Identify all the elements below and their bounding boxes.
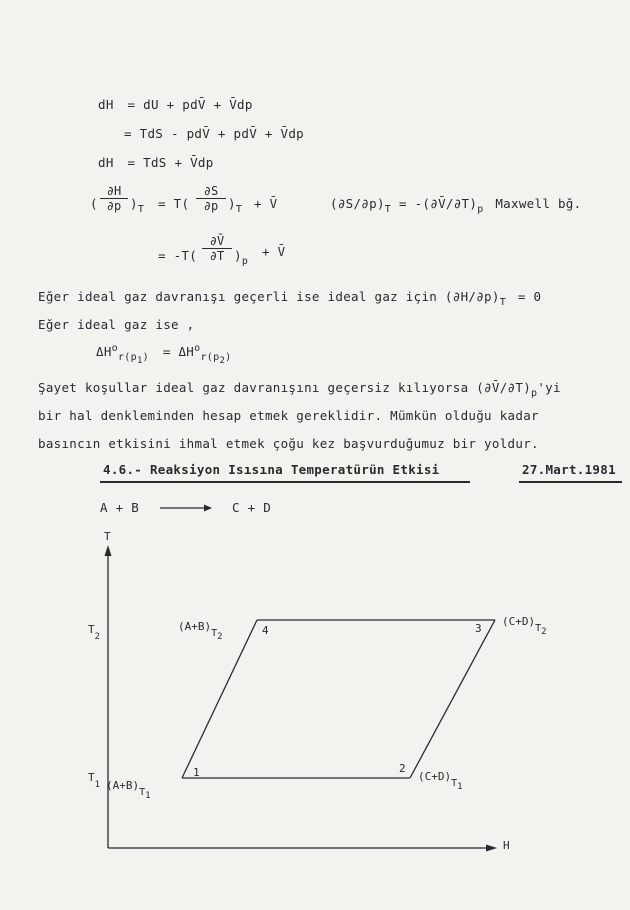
eq5-eq: = -T( — [158, 248, 198, 263]
edge-2-3 — [410, 620, 495, 778]
eq4-tail: + V̄ — [254, 196, 278, 211]
reactants-t2-label: $(A+B)T_2$ — [178, 620, 223, 642]
section-title: 4.6.- Reaksiyon Isısına Temperatürün Etkisi — [103, 462, 440, 477]
paragraph-if-ideal-gas: Eğer ideal gaz ise , — [38, 317, 195, 332]
eq1-rhs: = dU + pdV̄ + V̄dp — [127, 97, 253, 112]
y-axis-arrow-icon — [105, 545, 112, 556]
eq1-lhs: dH — [98, 97, 114, 112]
reaction-reactants: A + B — [100, 500, 140, 515]
eq3-lhs: dH — [98, 155, 114, 170]
paragraph-non-ideal-line-3: basıncın etkisini ihmal etmek çoğu kez başvurduğumuz bir yoldur. — [38, 436, 539, 451]
document-page: dH = dU + pdV̄ + V̄dp = TdS - pdV̄ + pdV̄ + V̄dp dH = TdS + V̄dp ( $\frac{\partial H}{\partial p}$ )$_T$ = T( $\frac{\partial S}{\partial p}$ )$_T$ + V̄ $(\partial S/\partial p)_T$ = $-(\partial V̄/\partial T)_p$ Maxwell bğ. = -T( $\frac{\partial V̄}{\partial T}$ )$_p$ + V̄ Eğer ideal gaz davranışı geçerli ise ideal gaz için $(\partial H/\partial p)_T = 0$ Eğer ideal gaz ise , $\Delta H^o_{r(p1)} = \Delta H^o_{r(p2)}$ Şayet koşullar ideal gaz davranışını geçersiz kılıyorsa $(\partial V̄/\partial T)_p'yi$ bir hal denkleminden hesap etmek gereklidir. Mümkün olduğu kadar basıncın etkisini ihmal etmek çoğu kez başvurduğumuz bir yoldur. 4.6.- Reaksiyon Isısına Temperatürün Etkisi 27.Mart.1981 A + B C + D T H $T_2$ $T_1$ $(A+B)T_1$ $(A+B)T_2$ $(C+D)T_2$ $(C+D)T_1$ 1 2 3 4 — [0, 0, 630, 910]
reactants-t1-label: $(A+B)T_1$ — [106, 779, 151, 801]
eq4-fraction-1: $\frac{\partial H}{\partial p}$ — [100, 184, 128, 213]
eq3-rhs: = TdS + V̄dp — [127, 155, 214, 170]
t2-label: $T_2$ — [88, 623, 101, 642]
x-axis-label: H — [503, 839, 510, 852]
eq5-tail: + V̄ — [262, 244, 286, 259]
eq4-fraction-2: $\frac{\partial S}{\partial p}$ — [196, 184, 226, 213]
t1-label: $T_1$ — [88, 771, 101, 790]
point-1-label: 1 — [193, 766, 200, 779]
section-date: 27.Mart.1981 — [522, 462, 616, 477]
paragraph-non-ideal-line-1: Şayet koşullar ideal gaz davranışını geçersiz kılıyorsa $(\partial V̄/\partial T)_p'yi$ — [38, 380, 561, 399]
maxwell-relation: $(\partial S/\partial p)_T$ = $-(\partial V̄/\partial T)_p$ Maxwell bğ. — [330, 196, 582, 215]
reaction-products: C + D — [232, 500, 272, 515]
products-t1-label: $(C+D)T_1$ — [418, 770, 463, 792]
eq5-fraction: $\frac{\partial V̄}{\partial T}$ — [202, 234, 232, 263]
x-axis-arrow-icon — [486, 845, 497, 852]
point-2-label: 2 — [399, 762, 406, 775]
products-t2-label: $(C+D)T_2$ — [502, 615, 547, 637]
edge-1-4 — [182, 620, 257, 778]
paragraph-non-ideal-line-2: bir hal denkleminden hesap etmek gereklidir. Mümkün olduğu kadar — [38, 408, 539, 423]
maxwell-label: Maxwell bğ. — [495, 196, 582, 211]
y-axis-label: T — [104, 530, 111, 543]
enthalpy-equality: $\Delta H^o_{r(p1)} = \Delta H^o_{r(p2)}$ — [96, 343, 232, 366]
eq2-rhs: = TdS - pdV̄ + pdV̄ + V̄dp — [124, 126, 304, 141]
paragraph-ideal-gas-valid: Eğer ideal gaz davranışı geçerli ise ideal gaz için $(\partial H/\partial p)_T = 0$ — [38, 289, 542, 308]
eq4-eq: = T( — [158, 196, 190, 211]
point-3-label: 3 — [475, 622, 482, 635]
point-4-label: 4 — [262, 624, 269, 637]
